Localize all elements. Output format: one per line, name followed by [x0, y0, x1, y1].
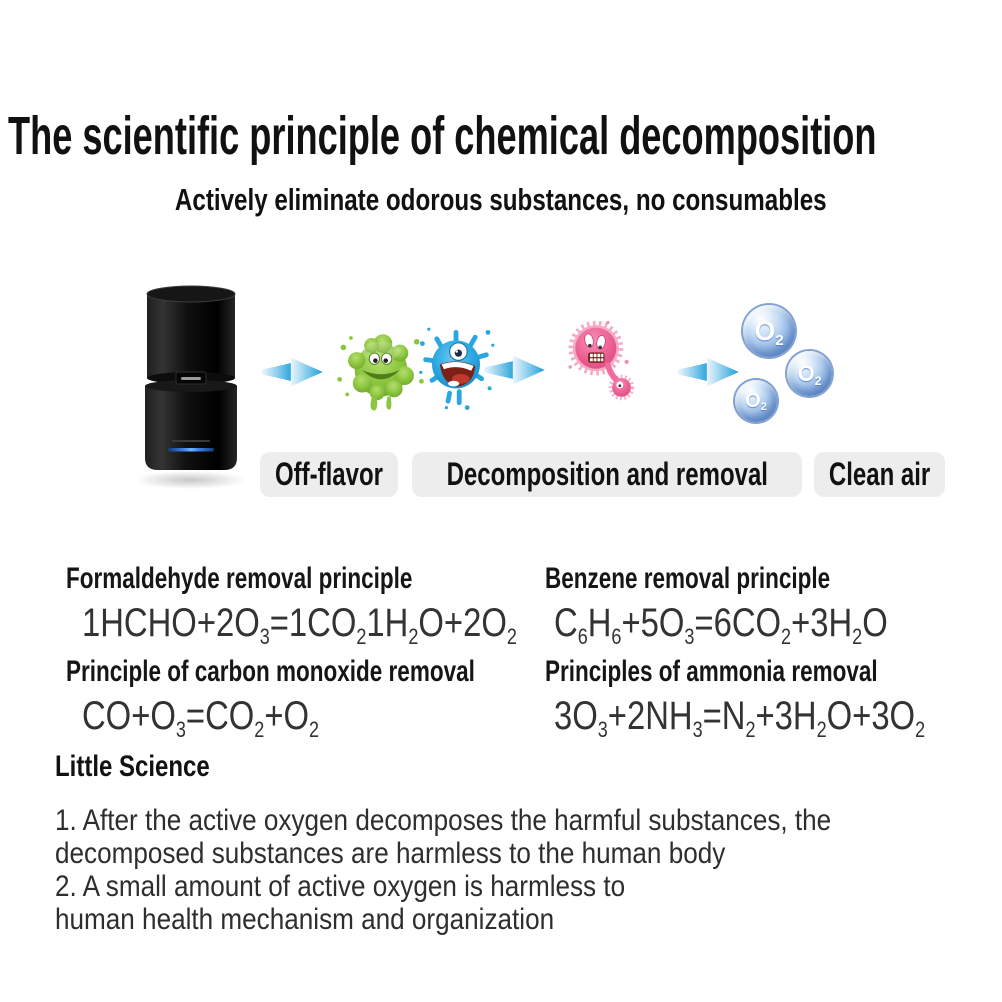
- oxygen-bubble-icon: [743, 305, 795, 357]
- stage-badge-decomposition: [412, 452, 802, 497]
- principle-formula: C6H6+5O3=6CO2+3H2O: [554, 601, 888, 649]
- oxygen-bubble-icon: [735, 380, 777, 422]
- stage-badge-label: Off-flavor: [275, 456, 383, 492]
- page-subtitle-text: Actively eliminate odorous substances, no consumables: [175, 182, 827, 217]
- page-subtitle: [0, 183, 1002, 217]
- oxygen-bubble-icon: [787, 351, 832, 396]
- science-text-line: 1. After the active oxygen decomposes the harmful substances, the: [55, 804, 832, 837]
- air-purifier-device-image: [140, 282, 245, 492]
- principle-carbon-monoxide: [66, 655, 611, 745]
- principle-formula: 3O3+2NH3=N2+3H2O+3O2: [554, 694, 926, 742]
- science-text-line: human health mechanism and organization: [55, 903, 555, 936]
- science-text-line: 2. A small amount of active oxygen is harmless to: [55, 870, 626, 903]
- o2-label: O2: [745, 389, 767, 414]
- principle-formaldehyde: [66, 562, 612, 652]
- stage-badge-clean-air: [814, 452, 945, 497]
- principle-title: Principles of ammonia removal: [545, 655, 878, 688]
- device-led-indicator: [168, 448, 214, 452]
- stage-badge-off-flavor: [260, 452, 398, 497]
- science-text-line: decomposed substances are harmless to the human body: [55, 837, 726, 870]
- o2-label: O2: [754, 315, 784, 349]
- principle-formula: 1HCHO+2O3=1CO21H2O+2O2: [82, 601, 517, 649]
- o2-label: O2: [797, 360, 822, 388]
- flow-arrow-icon: [262, 356, 326, 388]
- stage-badge-label: Clean air: [828, 456, 931, 492]
- principle-title: Principle of carbon monoxide removal: [66, 655, 475, 688]
- green-germ-icon: [334, 322, 428, 418]
- principle-title: Benzene removal principle: [545, 562, 831, 595]
- device-shadow: [140, 471, 245, 489]
- page-title: [8, 106, 1002, 166]
- science-notes: [55, 804, 947, 936]
- principle-title: Formaldehyde removal principle: [66, 562, 413, 595]
- principle-formula: CO+O3=CO2+O2: [82, 694, 320, 742]
- blue-germ-icon: [416, 314, 496, 418]
- principle-benzene: [545, 562, 961, 652]
- flow-arrow-icon: [678, 356, 742, 388]
- stage-badge-label: Decomposition and removal: [446, 456, 768, 492]
- principle-ammonia: [545, 655, 1002, 745]
- little-science-heading: Little Science: [55, 750, 210, 783]
- pink-germ-icon: [558, 314, 644, 408]
- page-title-text: The scientific principle of chemical decomposition: [8, 106, 877, 167]
